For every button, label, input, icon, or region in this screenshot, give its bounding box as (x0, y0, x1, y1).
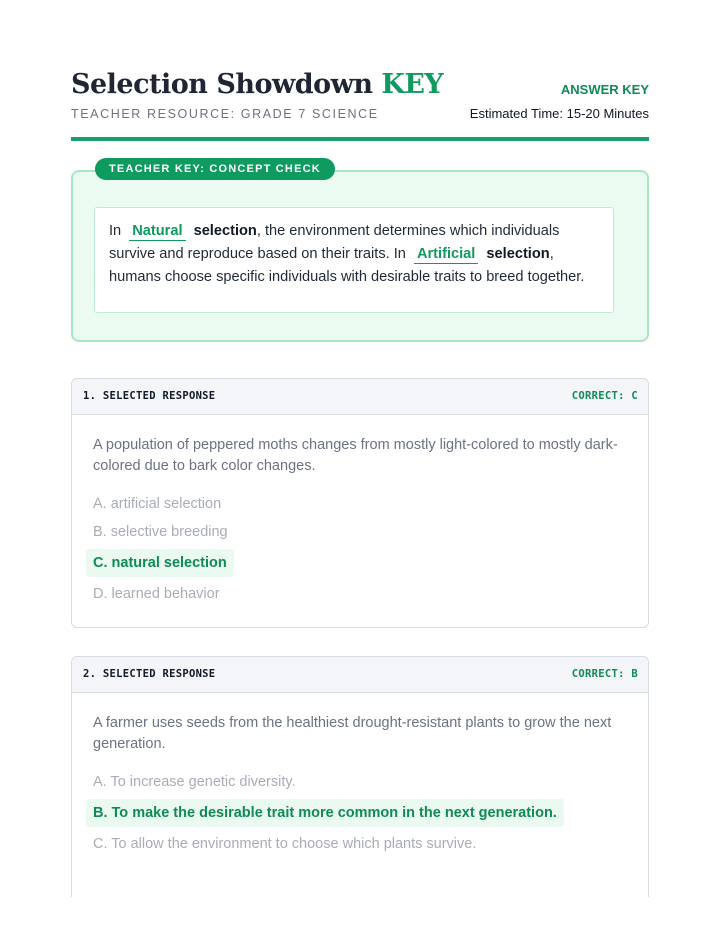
answer-option-a: A. To increase genetic diversity. (93, 774, 296, 790)
concept-check-box (71, 163, 649, 342)
correct-answer-label: CORRECT: C (571, 390, 638, 402)
page-header (71, 0, 649, 141)
estimated-time: Estimated Time: 15-20 Minutes (469, 106, 649, 121)
passage-text-2: , the environment determines which individuals survive and reproduce based on their traits. In (109, 223, 560, 262)
answer-option-d: D. learned behavior (93, 586, 220, 602)
passage-bold-1: selection (193, 223, 257, 239)
question-body (72, 415, 648, 608)
question-label: 1. SELECTED RESPONSE (83, 390, 216, 402)
concept-check-passage (94, 207, 614, 313)
answer-key-label: ANSWER KEY (560, 82, 649, 97)
passage-text-1: In (109, 223, 122, 239)
question-header (72, 379, 648, 415)
answer-option-c-correct: C. natural selection (86, 549, 234, 577)
blank-answer-1: Natural (129, 222, 185, 241)
question-card-1 (71, 378, 649, 628)
page-title (71, 69, 443, 100)
concept-check-badge: TEACHER KEY: CONCEPT CHECK (95, 158, 335, 180)
page-title-main: Selection Showdown (71, 69, 373, 100)
passage-text-3: , humans choose specific individuals with desirable traits to breed together. (109, 246, 585, 285)
answer-key-page (71, 0, 649, 852)
page-subtitle: TEACHER RESOURCE: GRADE 7 SCIENCE (71, 107, 379, 121)
blank-answer-2: Artificial (414, 245, 478, 264)
question-prompt: A farmer uses seeds from the healthiest drought-resistant plants to grow the next generation. (93, 715, 612, 752)
page-title-key: KEY (381, 69, 444, 100)
question-card-2 (71, 656, 649, 897)
correct-answer-label: CORRECT: B (571, 668, 638, 680)
answer-option-b: B. selective breeding (93, 524, 228, 540)
passage-bold-2: selection (486, 246, 550, 262)
question-prompt: A population of peppered moths changes from mostly light-colored to mostly dark-colored due to bark color changes. (93, 437, 618, 474)
question-header (72, 657, 648, 693)
question-label: 2. SELECTED RESPONSE (83, 668, 216, 680)
answer-option-b-correct: B. To make the desirable trait more common in the next generation. (86, 799, 564, 827)
header-divider (71, 137, 649, 141)
answer-option-a: A. artificial selection (93, 496, 222, 512)
answer-option-c: C. To allow the environment to choose which plants survive. (93, 836, 477, 852)
question-body (72, 693, 648, 858)
